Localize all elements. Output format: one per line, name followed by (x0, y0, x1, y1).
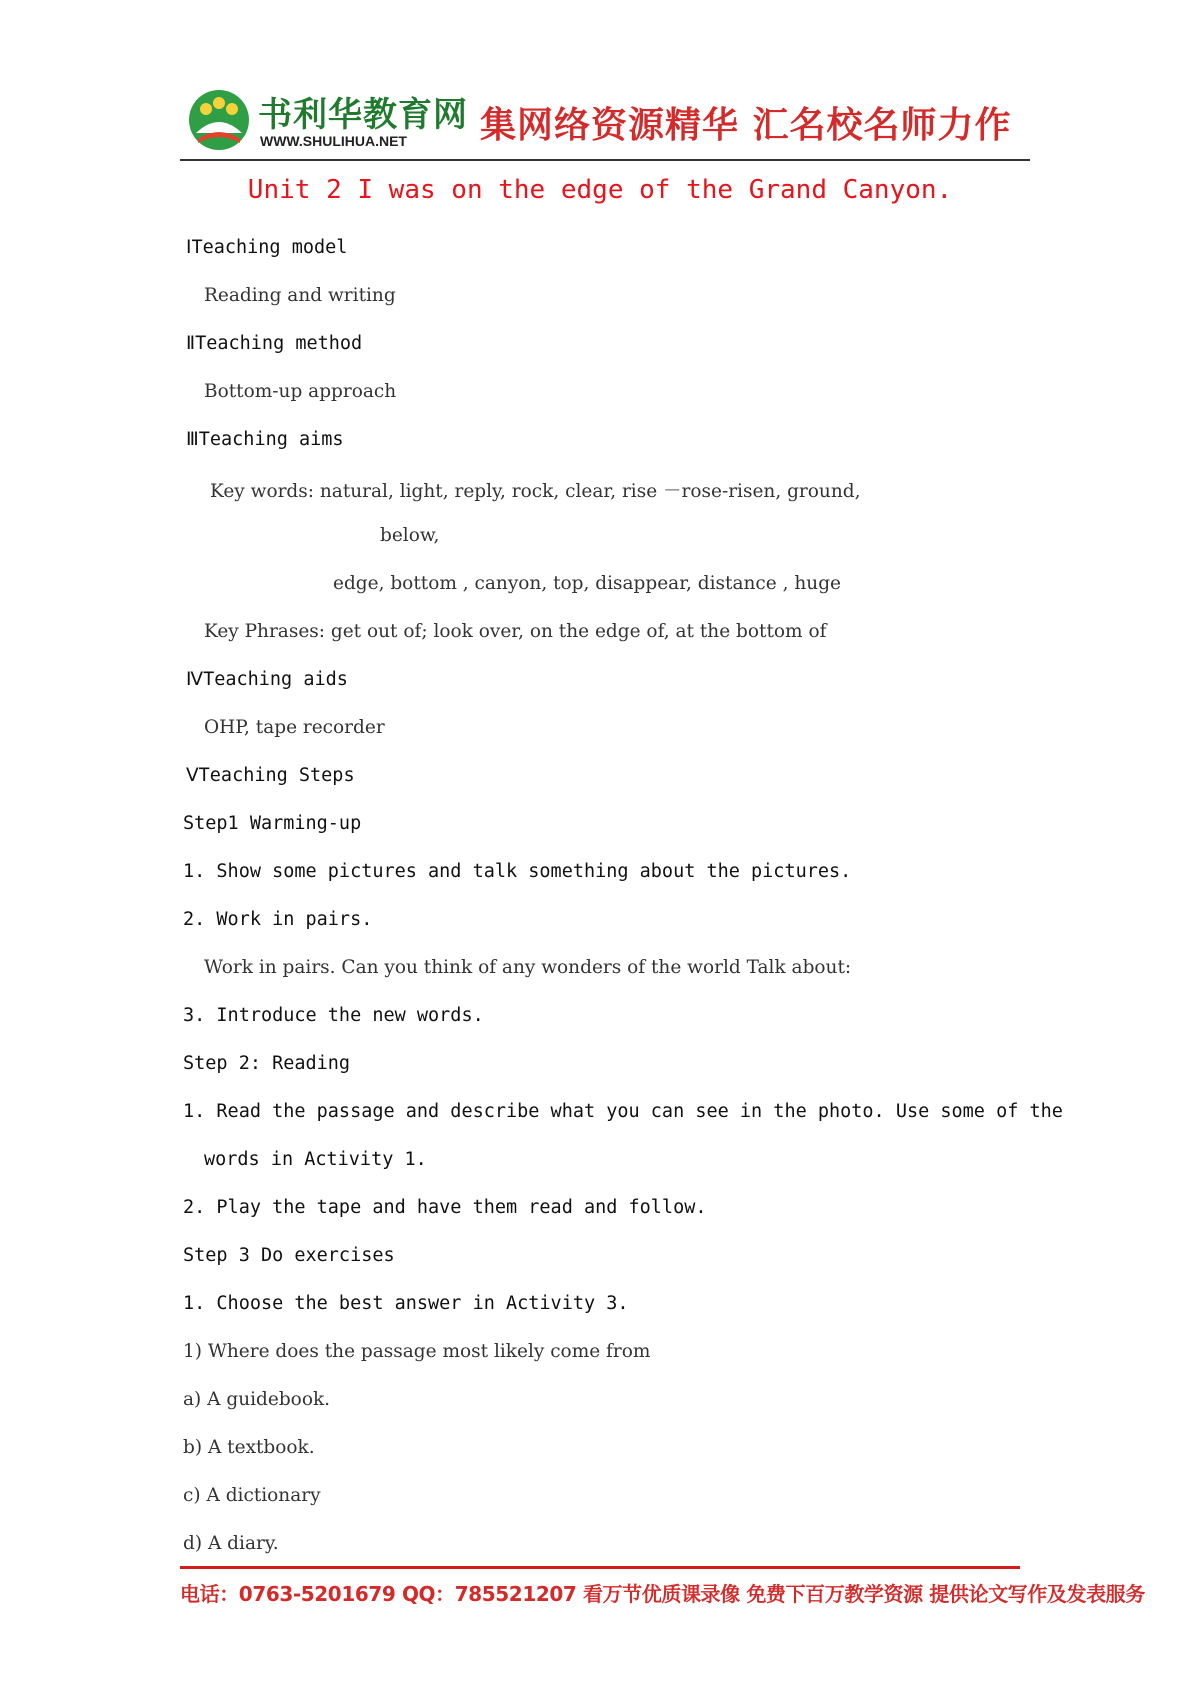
step1-heading: Step1 Warming-up (183, 813, 362, 834)
section-heading-teaching-steps: ⅤTeaching Steps (186, 765, 355, 786)
site-url: WWW.SHULIHUA.NET (260, 133, 407, 149)
step2-item-1-line-1: 1. Read the passage and describe what you can see in the photo. Use some of the (183, 1101, 1063, 1122)
section-heading-teaching-aids: ⅣTeaching aids (186, 669, 348, 690)
step2-item-2: 2. Play the tape and have them read and follow. (183, 1197, 707, 1218)
key-words-line-3: edge, bottom , canyon, top, disappear, distance , huge (333, 573, 841, 594)
section-heading-teaching-aims: ⅢTeaching aims (186, 429, 344, 450)
step3-option-d: d) A diary. (183, 1533, 279, 1554)
step1-item-2: 2. Work in pairs. (183, 909, 373, 930)
step3-option-b: b) A textbook. (183, 1437, 315, 1458)
footer-contact: 电话：0763-5201679 QQ：785521207 看万节优质课录像 免费下百万教学资源 提供论文写作及发表服务 (180, 1582, 1145, 1606)
header-divider (180, 159, 1030, 161)
step1-item-3: 3. Introduce the new words. (183, 1005, 484, 1026)
page-title: Unit 2 I was on the edge of the Grand Canyon. (247, 175, 953, 205)
teaching-method-text: Bottom-up approach (204, 381, 397, 402)
site-name: 书利华教育网 (258, 95, 468, 135)
footer-divider (180, 1566, 1020, 1569)
step3-item-1: 1. Choose the best answer in Activity 3. (183, 1293, 629, 1314)
step1-item-1: 1. Show some pictures and talk something about the pictures. (183, 861, 852, 882)
key-phrases: Key Phrases: get out of; look over, on the edge of, at the bottom of (204, 621, 827, 642)
teaching-model-text: Reading and writing (204, 285, 396, 306)
step1-item-2-detail: Work in pairs. Can you think of any wonders of the world Talk about: (204, 957, 852, 978)
step3-question: 1) Where does the passage most likely come from (183, 1341, 651, 1362)
step3-option-c: c) A dictionary (183, 1485, 321, 1506)
teaching-aids-text: OHP, tape recorder (204, 717, 385, 738)
step3-heading: Step 3 Do exercises (183, 1245, 395, 1266)
logo-icon (188, 89, 250, 151)
step2-heading: Step 2: Reading (183, 1053, 351, 1074)
key-words-line-2: below, (380, 525, 440, 546)
section-heading-teaching-model: ⅠTeaching model (186, 237, 348, 258)
section-heading-teaching-method: ⅡTeaching method (186, 333, 363, 354)
page-header (180, 85, 1030, 155)
header-slogan: 集网络资源精华 汇名校名师力作 (480, 105, 1012, 146)
key-words-line-1: Key words: natural, light, reply, rock, clear, rise －rose-risen, ground, (210, 481, 861, 502)
step3-option-a: a) A guidebook. (183, 1389, 331, 1410)
step2-item-1-line-2: words in Activity 1. (204, 1149, 427, 1170)
